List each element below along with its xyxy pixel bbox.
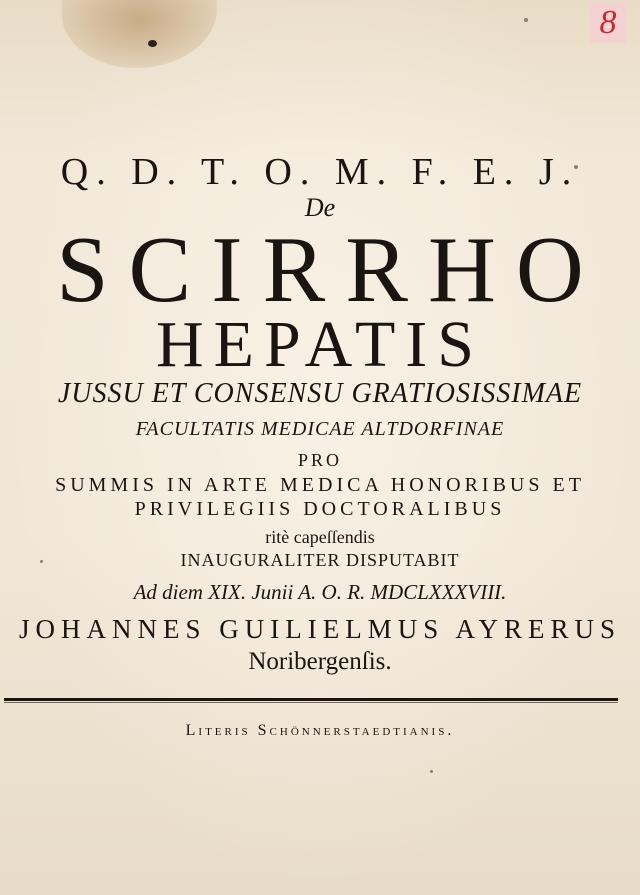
divider-rule xyxy=(4,698,618,701)
line-privilegiis: PRIVILEGIIS DOCTORALIBUS xyxy=(134,498,506,520)
line-summis: SUMMIS IN ARTE MEDICA HONORIBUS ET xyxy=(55,474,585,496)
ink-blot xyxy=(148,40,157,47)
folio-number: 8 xyxy=(590,3,626,43)
heading-qdt: Q. D. T. O. M. F. E. J. xyxy=(60,151,580,193)
author-name: JOHANNES GUILIELMUS AYRERUS xyxy=(18,614,622,644)
title-hepatis: HEPATIS xyxy=(156,308,484,381)
author-origin: Noribergenſis. xyxy=(248,648,392,675)
divider-rule-thin xyxy=(4,702,618,703)
line-ad-diem: Ad diem XIX. Junii A. O. R. MDCLXXXVIII. xyxy=(133,580,507,604)
line-jussu: JUSSU ET CONSENSU GRATIOSISSIMAE xyxy=(57,378,583,409)
water-stain xyxy=(62,0,217,68)
line-rite: ritè capeſſendis xyxy=(265,527,375,547)
line-inauguraliter: INAUGURALITER DISPUTABIT xyxy=(180,550,460,570)
heading-de: De xyxy=(304,193,336,222)
title-scirrho: SCIRRHO xyxy=(56,218,604,322)
line-pro: PRO xyxy=(297,450,342,470)
printer-imprint: Literis Schönnerstaedtianis. xyxy=(185,722,455,739)
speck xyxy=(524,18,528,22)
line-facultatis: FACULTATIS MEDICAE ALTDORFINAE xyxy=(135,418,505,440)
speck xyxy=(430,770,433,773)
